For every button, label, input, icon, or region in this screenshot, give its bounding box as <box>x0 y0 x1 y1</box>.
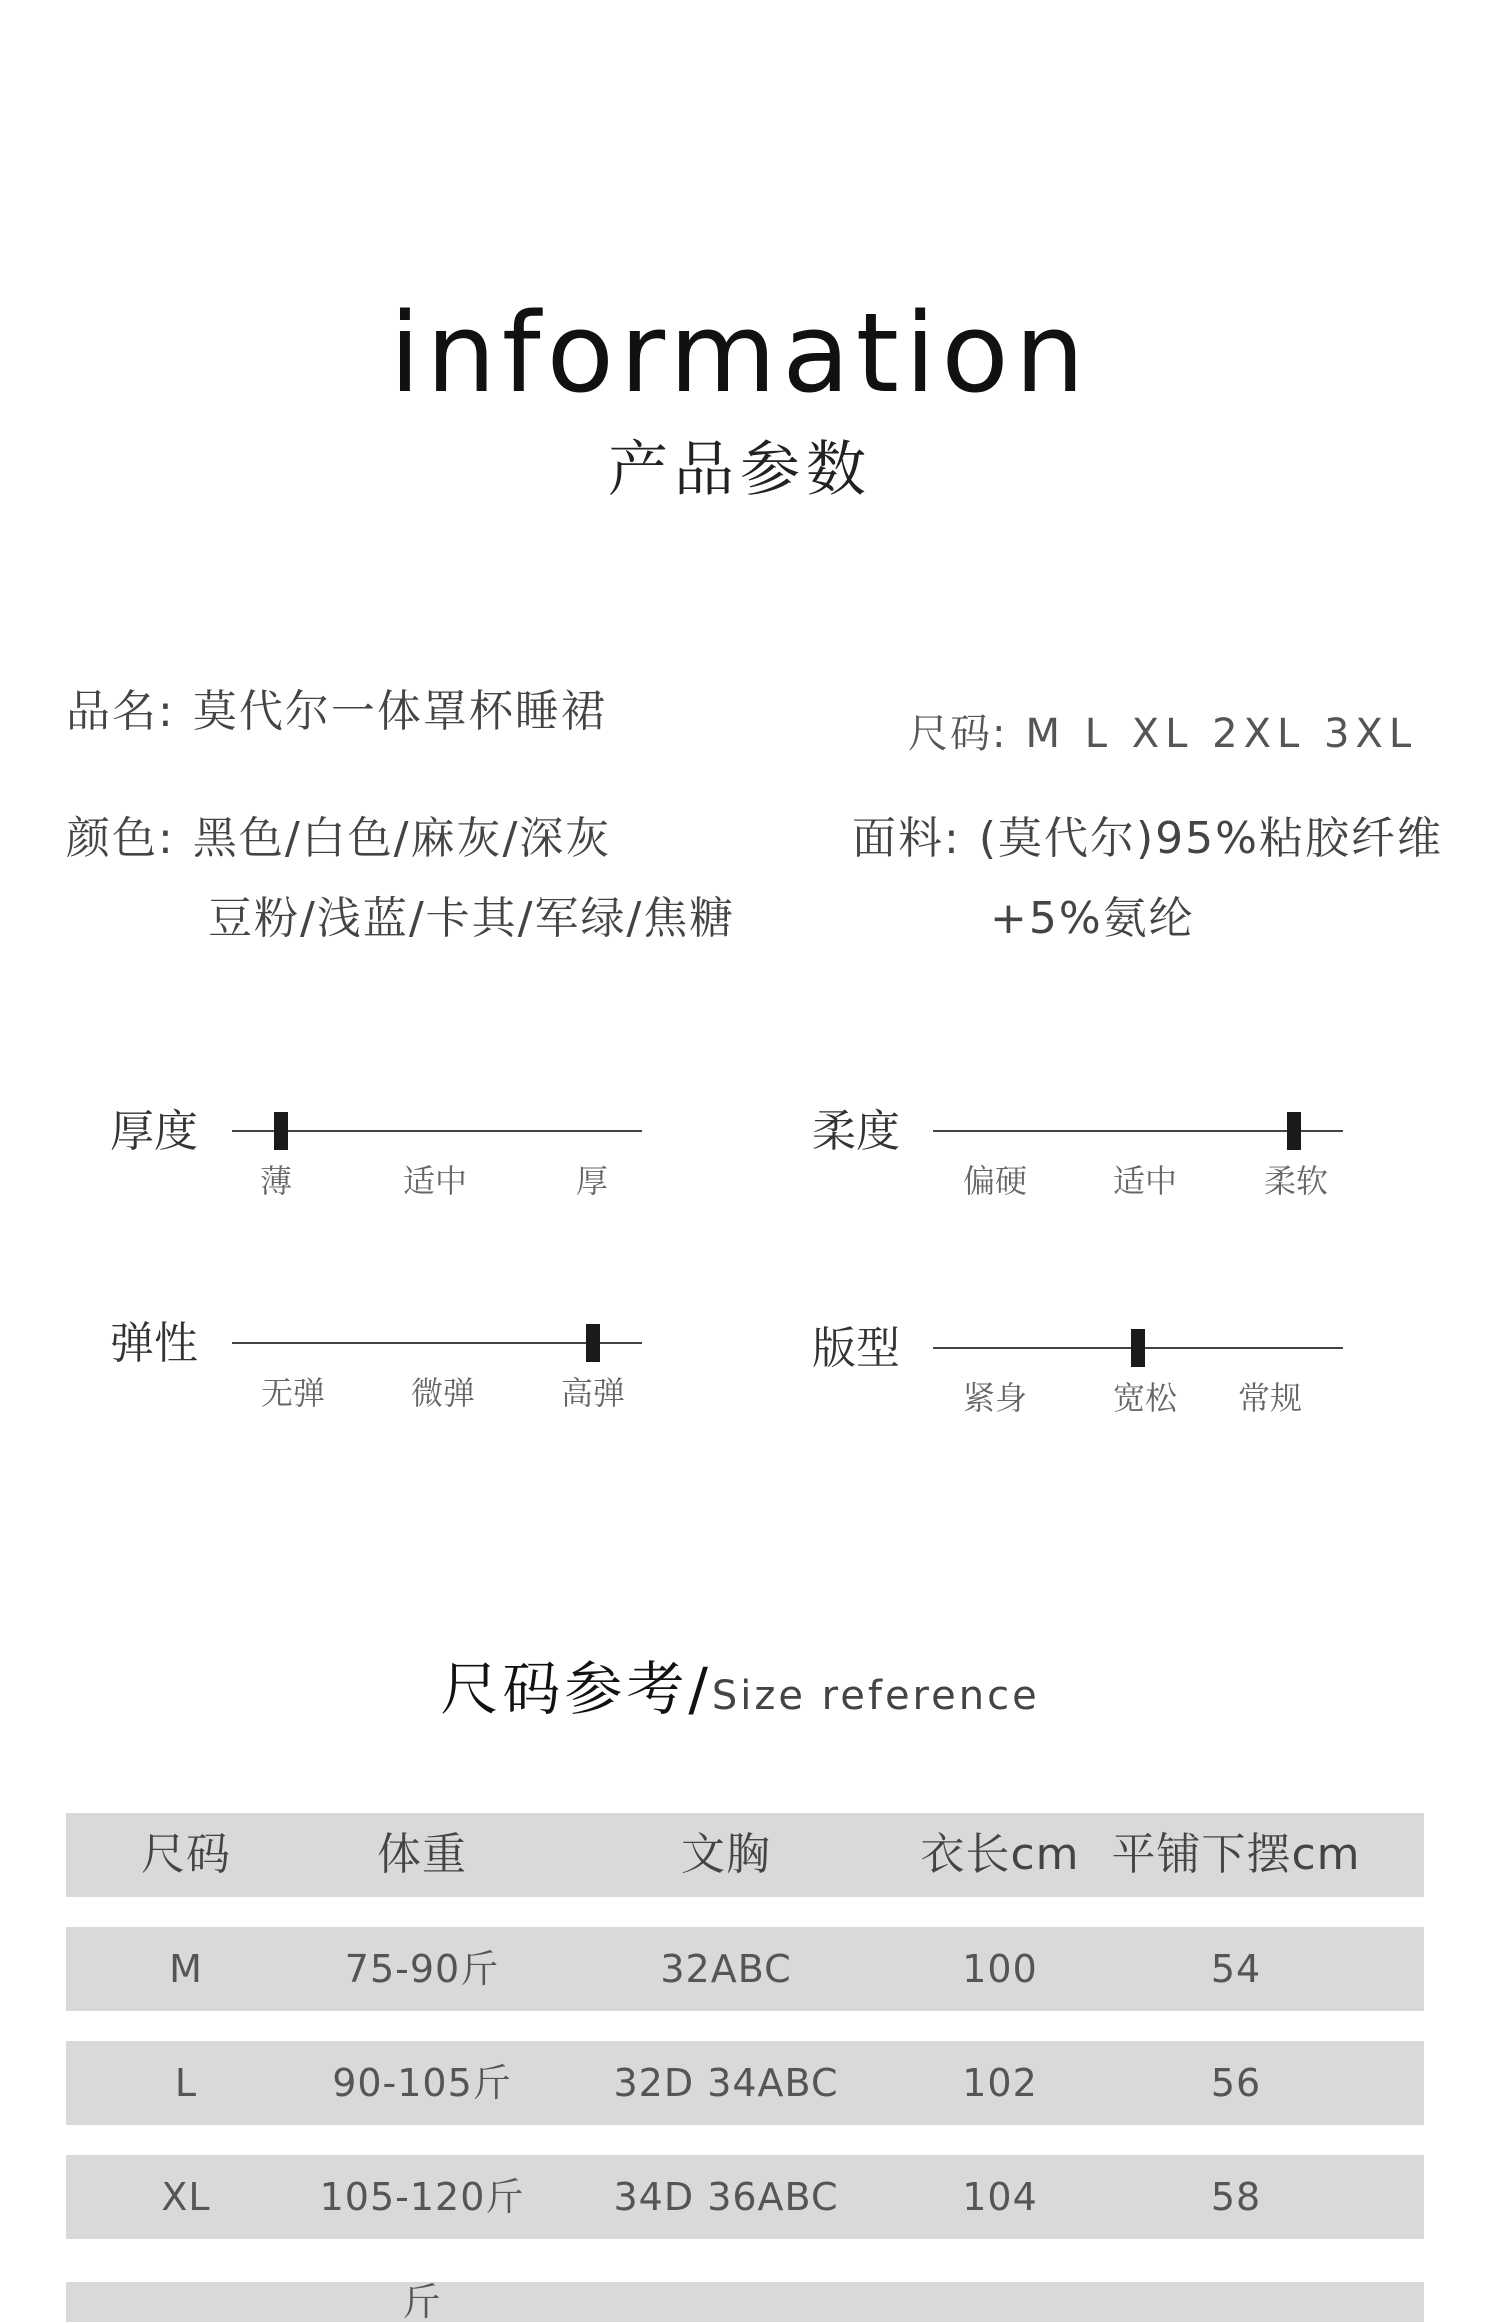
gauge-tick-label: 适中 <box>1112 1162 1178 1200</box>
size-value: M L XL 2XL 3XL <box>1025 711 1418 757</box>
table-cell: M <box>169 1947 203 1991</box>
table-row <box>66 1927 1424 2011</box>
size-reference-title-en: Size reference <box>711 1673 1040 1719</box>
table-cell: 斤 <box>402 2282 442 2322</box>
gauge-label: 厚度 <box>110 1106 198 1157</box>
table-cell: 34D 36ABC <box>613 2175 839 2219</box>
table-cell: 100 <box>962 1947 1038 1991</box>
gauge-tick-label: 薄 <box>259 1162 293 1200</box>
gauge-tick-label: 紧身 <box>962 1379 1028 1417</box>
gauge-tick-label: 适中 <box>402 1162 468 1200</box>
color-label: 颜色: <box>66 813 175 864</box>
table-cell <box>546 2282 906 2322</box>
table-row <box>66 2155 1424 2239</box>
table-cell: L <box>174 2061 198 2105</box>
gauge-label: 版型 <box>812 1323 900 1374</box>
fabric-value-line1: (莫代尔)95%粘胶纤维 <box>978 813 1443 864</box>
table-cell: 90-105斤 <box>332 2061 512 2105</box>
table-cell: 32D 34ABC <box>613 2061 839 2105</box>
table-cell: XL <box>161 2175 211 2219</box>
fabric-label: 面料: <box>852 813 961 864</box>
gauge-tick-label: 微弹 <box>410 1374 476 1412</box>
gauge-tick-label: 柔软 <box>1263 1162 1329 1200</box>
gauge-tick-label: 高弹 <box>560 1374 626 1412</box>
table-header-row <box>66 1813 1424 1897</box>
page-title-cn: 产品参数 <box>608 435 872 505</box>
gauge-tick-label: 偏硬 <box>962 1162 1028 1200</box>
fabric-value-line2: +5%氨纶 <box>990 893 1195 944</box>
table-cell <box>1086 2282 1386 2322</box>
size-reference-title <box>0 1655 1480 1723</box>
table-header-cell: 衣长cm <box>920 1829 1080 1880</box>
size-row <box>908 711 1418 757</box>
table-row <box>66 2282 1424 2322</box>
gauge-marker <box>1287 1112 1301 1150</box>
table-cell: 105-120斤 <box>319 2175 525 2219</box>
product-name-row <box>66 686 607 737</box>
table-cell <box>890 2282 1110 2322</box>
table-header-cell: 体重 <box>377 1829 467 1880</box>
gauge-tick-label: 无弹 <box>260 1374 326 1412</box>
gauge-marker <box>586 1324 600 1362</box>
color-value-line2: 豆粉/浅蓝/卡其/军绿/焦糖 <box>208 893 736 944</box>
table-cell <box>86 2282 286 2322</box>
gauge-label: 柔度 <box>812 1106 900 1157</box>
table-cell: 32ABC <box>660 1947 792 1991</box>
color-row <box>66 813 612 864</box>
fabric-row <box>852 813 1443 864</box>
gauge-tick-label: 宽松 <box>1112 1379 1178 1417</box>
gauge-marker <box>1131 1329 1145 1367</box>
size-reference-title-cn: 尺码参考/ <box>440 1655 712 1723</box>
color-value-line1: 黑色/白色/麻灰/深灰 <box>192 813 612 864</box>
table-cell: 104 <box>962 2175 1038 2219</box>
table-cell: 58 <box>1210 2175 1262 2219</box>
table-cell: 54 <box>1210 1947 1262 1991</box>
gauge-track <box>232 1130 642 1132</box>
table-header-cell: 尺码 <box>141 1829 231 1880</box>
gauge-tick-label: 常规 <box>1237 1379 1303 1417</box>
gauge-track <box>933 1130 1343 1132</box>
gauge-tick-label: 厚 <box>575 1162 609 1200</box>
page-title-en: information <box>389 289 1091 417</box>
table-cell: 102 <box>962 2061 1038 2105</box>
table-header-cell: 平铺下摆cm <box>1111 1829 1361 1880</box>
gauge-track <box>232 1342 642 1344</box>
size-label: 尺码: <box>908 711 1008 757</box>
gauge-marker <box>274 1112 288 1150</box>
table-header-cell: 文胸 <box>681 1829 771 1880</box>
product-name-label: 品名: <box>66 686 175 737</box>
table-row <box>66 2041 1424 2125</box>
table-cell: 75-90斤 <box>344 1947 500 1991</box>
gauge-label: 弹性 <box>110 1318 198 1369</box>
product-name-value: 莫代尔一体罩杯睡裙 <box>192 686 607 737</box>
table-cell: 56 <box>1210 2061 1262 2105</box>
